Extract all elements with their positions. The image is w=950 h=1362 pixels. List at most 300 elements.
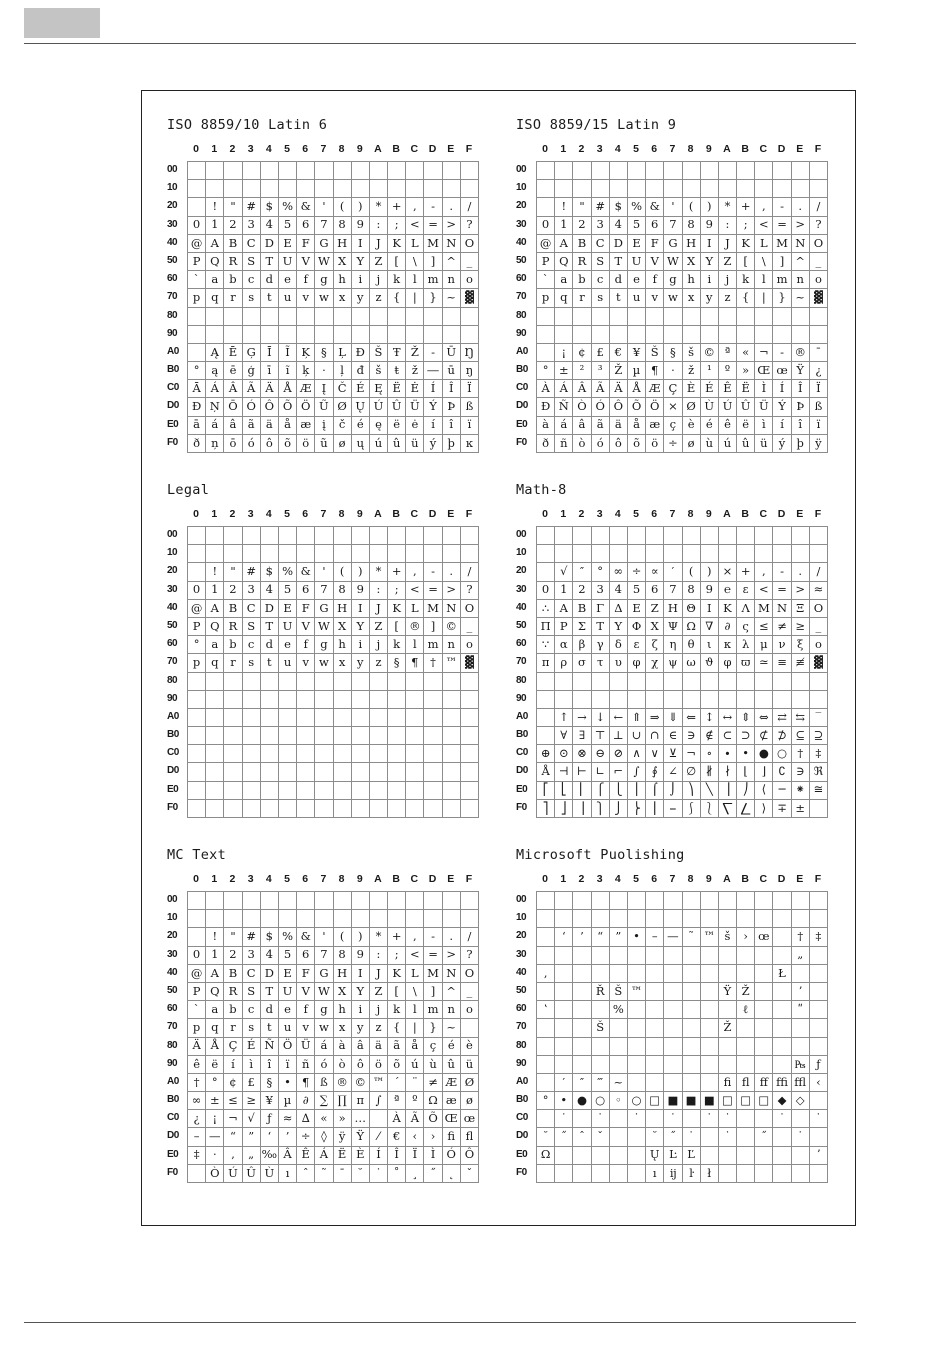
character-cell: š [718,928,736,946]
character-cell [755,1146,773,1164]
character-cell: # [242,198,260,216]
character-cell [737,325,755,343]
character-cell [700,162,718,180]
character-cell: k [388,271,406,289]
character-cell: 5 [278,946,296,964]
character-cell: z [369,1019,387,1037]
character-cell: ) [351,563,369,581]
character-cell: # [242,563,260,581]
character-cell [351,745,369,763]
character-cell: { [388,289,406,307]
row-header: 00 [516,529,527,540]
character-cell: 1 [206,946,224,964]
character-cell [646,1019,664,1037]
character-cell: → [573,708,591,726]
character-cell [682,325,700,343]
character-cell [224,745,242,763]
character-cell: 9 [351,946,369,964]
character-cell: z [718,289,736,307]
character-cell [809,964,827,982]
character-cell: ⇐ [682,708,700,726]
character-cell: đ [351,362,369,380]
character-cell [537,325,555,343]
row-header: A0 [516,710,528,722]
row-header: 30 [167,218,178,230]
character-cell: 3 [591,581,609,599]
character-cell [609,892,627,910]
character-cell [609,910,627,928]
character-cell [424,690,442,708]
character-cell: Ķ [297,343,315,361]
character-cell: ė [406,416,424,434]
row-header: 50 [516,619,527,631]
character-cell [809,1128,827,1146]
character-cell: ‰ [260,1146,278,1164]
character-cell: ı [646,1164,664,1182]
character-cell [627,964,645,982]
row-header: 50 [167,619,178,631]
character-cell [206,708,224,726]
column-header: 7 [320,873,327,885]
character-cell: ˙ [718,1110,736,1128]
character-cell: Ŧ [388,343,406,361]
character-cell: . [791,563,809,581]
character-cell: Ļ [333,343,351,361]
row-header: D0 [167,400,179,412]
character-cell [646,672,664,690]
character-cell [188,307,206,325]
row-header: B0 [516,364,528,376]
character-cell [351,763,369,781]
character-cell: D [260,234,278,252]
character-cell [406,892,424,910]
character-cell: Χ [646,617,664,635]
character-cell: > [442,946,460,964]
character-cell: ﬄ [791,1073,809,1091]
character-cell [591,1001,609,1019]
character-cell: ° [188,362,206,380]
character-cell [627,180,645,198]
character-cell [460,781,478,799]
character-cell [260,799,278,817]
column-header: 8 [687,143,694,155]
character-cell: ≅ [809,781,827,799]
character-cell [773,162,791,180]
character-cell: Ν [773,599,791,617]
character-cell: Æ [442,1073,460,1091]
character-cell: £ [242,1073,260,1091]
character-cell [755,1001,773,1019]
row-header: A0 [167,345,179,357]
character-cell [737,1128,755,1146]
character-row [537,434,828,452]
character-cell [278,307,296,325]
character-cell: „ [242,1146,260,1164]
column-header: F [465,873,473,885]
character-cell: ’ [278,1128,296,1146]
character-cell: Ü [297,1037,315,1055]
character-cell [791,1110,809,1128]
character-cell: ∋ [682,727,700,745]
character-cell: ! [206,563,224,581]
character-cell: Ž [609,362,627,380]
character-cell: , [406,928,424,946]
character-cell: ⊢ [573,763,591,781]
character-cell: O [809,234,827,252]
character-cell [646,1110,664,1128]
character-row [537,416,828,434]
character-cell [627,527,645,545]
character-cell [591,307,609,325]
character-cell: Ε [627,599,645,617]
character-cell: ( [333,198,351,216]
character-cell: L [755,234,773,252]
character-cell: õ [278,434,296,452]
character-row [537,198,828,216]
character-cell: ö [297,434,315,452]
character-cell: ⊄ [755,727,773,745]
character-cell [755,910,773,928]
character-cell: ∈ [664,727,682,745]
character-cell: ~ [442,1019,460,1037]
character-cell [442,325,460,343]
character-row [188,1001,479,1019]
character-cell: y [351,654,369,672]
character-cell [406,690,424,708]
character-cell: ▓ [460,289,478,307]
character-row [188,198,479,216]
character-cell [406,672,424,690]
character-cell [242,745,260,763]
character-cell: à [333,1037,351,1055]
character-cell: i [700,271,718,289]
character-row [537,636,828,654]
character-row [537,1037,828,1055]
character-cell [188,892,206,910]
character-cell: + [737,563,755,581]
character-cell [333,307,351,325]
row-header: 90 [516,1057,527,1069]
character-cell: m [773,271,791,289]
character-cell: Y [351,617,369,635]
character-cell: T [260,617,278,635]
character-cell: î [442,416,460,434]
row-header: 60 [167,638,178,650]
row-header: 70 [167,291,178,303]
character-cell: Y [351,252,369,270]
character-cell: % [609,1001,627,1019]
character-cell: Ξ [791,599,809,617]
character-cell [700,892,718,910]
character-cell: Ó [242,398,260,416]
character-cell: Ι [700,599,718,617]
character-cell: € [609,343,627,361]
character-cell: b [573,271,591,289]
character-cell: ε [737,581,755,599]
character-cell [682,1073,700,1091]
character-cell: } [424,289,442,307]
character-cell: Ω [537,1146,555,1164]
character-cell: ™ [369,1073,387,1091]
character-cell [206,307,224,325]
character-cell [809,1092,827,1110]
character-cell: ˇ [591,1128,609,1146]
character-cell: % [278,928,296,946]
character-cell: _ [809,617,827,635]
character-cell [260,763,278,781]
character-cell: ˜ [315,1164,333,1182]
character-cell [188,325,206,343]
character-cell: B [573,234,591,252]
character-cell [646,982,664,1000]
character-cell: y [351,1019,369,1037]
character-cell [333,799,351,817]
character-cell [406,307,424,325]
character-cell: [ [388,252,406,270]
character-row [537,289,828,307]
character-cell: ≢ [791,654,809,672]
character-cell [278,763,296,781]
row-header: F0 [516,801,527,813]
character-cell [460,527,478,545]
column-header: 6 [651,508,658,520]
character-cell [609,545,627,563]
character-cell: ŀ [682,1164,700,1182]
row-header: 00 [167,894,178,905]
character-cell: > [791,581,809,599]
character-cell [573,307,591,325]
character-cell: á [315,1037,333,1055]
character-cell [260,180,278,198]
character-cell [442,910,460,928]
character-cell [773,180,791,198]
character-cell: d [260,271,278,289]
character-cell: o [460,636,478,654]
character-cell: Ł [773,964,791,982]
character-cell: º [718,362,736,380]
character-cell: Ÿ [718,982,736,1000]
column-header: E [796,143,804,155]
character-cell: ã [388,1037,406,1055]
character-cell [278,690,296,708]
character-cell: W [315,617,333,635]
character-cell: 3 [591,216,609,234]
character-cell: p [188,289,206,307]
character-row [537,892,828,910]
character-cell: q [206,1019,224,1037]
character-cell: ∴ [537,599,555,617]
character-cell: Ω [424,1092,442,1110]
character-cell: Ç [224,1037,242,1055]
character-cell: ≠ [773,617,791,635]
character-cell: “ [591,928,609,946]
character-cell: 9 [351,216,369,234]
character-cell: t [260,654,278,672]
character-cell: M [424,599,442,617]
character-cell [537,1110,555,1128]
character-cell: ○ [773,745,791,763]
character-cell [737,892,755,910]
character-cell: v [297,289,315,307]
character-cell [791,1019,809,1037]
character-cell: ∝ [646,563,664,581]
character-cell [555,325,573,343]
character-cell [700,690,718,708]
character-row [537,599,828,617]
character-cell [388,162,406,180]
character-cell [242,672,260,690]
character-cell: Ç [664,380,682,398]
character-cell: ® [791,343,809,361]
character-row [188,982,479,1000]
character-cell [224,527,242,545]
character-cell: Ū [442,343,460,361]
column-header: E [447,508,455,520]
character-cell: ä [369,1037,387,1055]
character-cell: x [333,654,351,672]
column-header: 3 [596,143,603,155]
character-cell [682,690,700,708]
character-row [537,180,828,198]
column-header: E [796,508,804,520]
character-cell: ¶ [646,362,664,380]
character-cell: ʼ [809,1146,827,1164]
row-header: 40 [516,966,527,978]
character-cell [369,672,387,690]
character-cell [278,727,296,745]
character-cell [664,1073,682,1091]
column-header: 9 [705,508,712,520]
character-cell [773,527,791,545]
character-cell: : [369,216,387,234]
character-cell: ¡ [206,1110,224,1128]
character-cell: Μ [755,599,773,617]
character-cell: + [737,198,755,216]
character-cell: ˚ [388,1164,406,1182]
row-header: 60 [167,273,178,285]
character-cell: + [388,563,406,581]
character-row [188,599,479,617]
column-header: A [374,873,382,885]
character-cell [388,545,406,563]
character-cell: ≤ [224,1092,242,1110]
character-cell [278,892,296,910]
character-cell: ∃ [573,727,591,745]
character-cell: Ņ [206,398,224,416]
character-cell: ⊆ [791,727,809,745]
character-cell: Ų [646,1146,664,1164]
character-cell: q [206,289,224,307]
character-cell: □ [737,1092,755,1110]
character-cell [260,162,278,180]
character-cell: ⇄ [773,708,791,726]
character-cell: Ã [406,1110,424,1128]
row-header: 40 [167,601,178,613]
character-cell: 9 [700,216,718,234]
character-cell [682,946,700,964]
character-cell [424,325,442,343]
character-cell: ˙ [718,1128,736,1146]
row-header: C0 [516,1112,528,1124]
character-cell: f [646,271,664,289]
character-cell [737,946,755,964]
character-cell [297,545,315,563]
character-cell [609,1146,627,1164]
character-cell: e [278,1001,296,1019]
character-row [188,799,479,817]
character-cell: ū [442,362,460,380]
character-cell [718,910,736,928]
character-cell: ∞ [609,563,627,581]
character-cell: Î [442,380,460,398]
character-cell: Ÿ [351,1128,369,1146]
character-cell: } [424,1019,442,1037]
column-header: 3 [596,508,603,520]
character-cell: ī [260,362,278,380]
row-header: 10 [167,547,178,559]
character-cell: . [791,198,809,216]
character-cell: ¯ [333,1164,351,1182]
character-cell: Ö [646,398,664,416]
character-cell: ﬂ [737,1073,755,1091]
character-cell: ⊗ [573,745,591,763]
character-row [188,216,479,234]
character-cell: Ü [406,398,424,416]
character-cell: ú [406,1055,424,1073]
character-cell: D [260,599,278,617]
character-cell: Đ [351,343,369,361]
character-cell: Ë [737,380,755,398]
character-cell: Œ [755,362,773,380]
character-cell: ◆ [773,1092,791,1110]
character-cell [537,708,555,726]
character-cell: µ [278,1092,296,1110]
character-cell: ← [609,708,627,726]
character-cell [406,910,424,928]
character-cell: j [369,636,387,654]
character-cell [773,1037,791,1055]
character-cell: û [388,434,406,452]
character-cell [206,781,224,799]
character-row [537,271,828,289]
character-cell: µ [627,362,645,380]
character-cell [664,307,682,325]
character-cell: - [424,563,442,581]
character-cell [406,708,424,726]
character-cell [537,1019,555,1037]
character-cell [224,690,242,708]
row-header: 80 [516,1039,527,1051]
character-cell [791,307,809,325]
character-cell: À [537,380,555,398]
character-cell: Š [591,1019,609,1037]
character-cell [224,162,242,180]
character-cell [809,910,827,928]
character-cell: ◦ [609,1092,627,1110]
character-cell: Ø [682,398,700,416]
character-cell: ≡ [773,654,791,672]
character-cell [700,307,718,325]
character-cell: { [388,1019,406,1037]
character-cell: ¿ [809,362,827,380]
character-cell [573,325,591,343]
character-cell: Ý [773,398,791,416]
character-cell [718,1055,736,1073]
character-cell: Ú [718,398,736,416]
character-row [188,892,479,910]
character-cell [537,1037,555,1055]
character-cell: · [206,1146,224,1164]
